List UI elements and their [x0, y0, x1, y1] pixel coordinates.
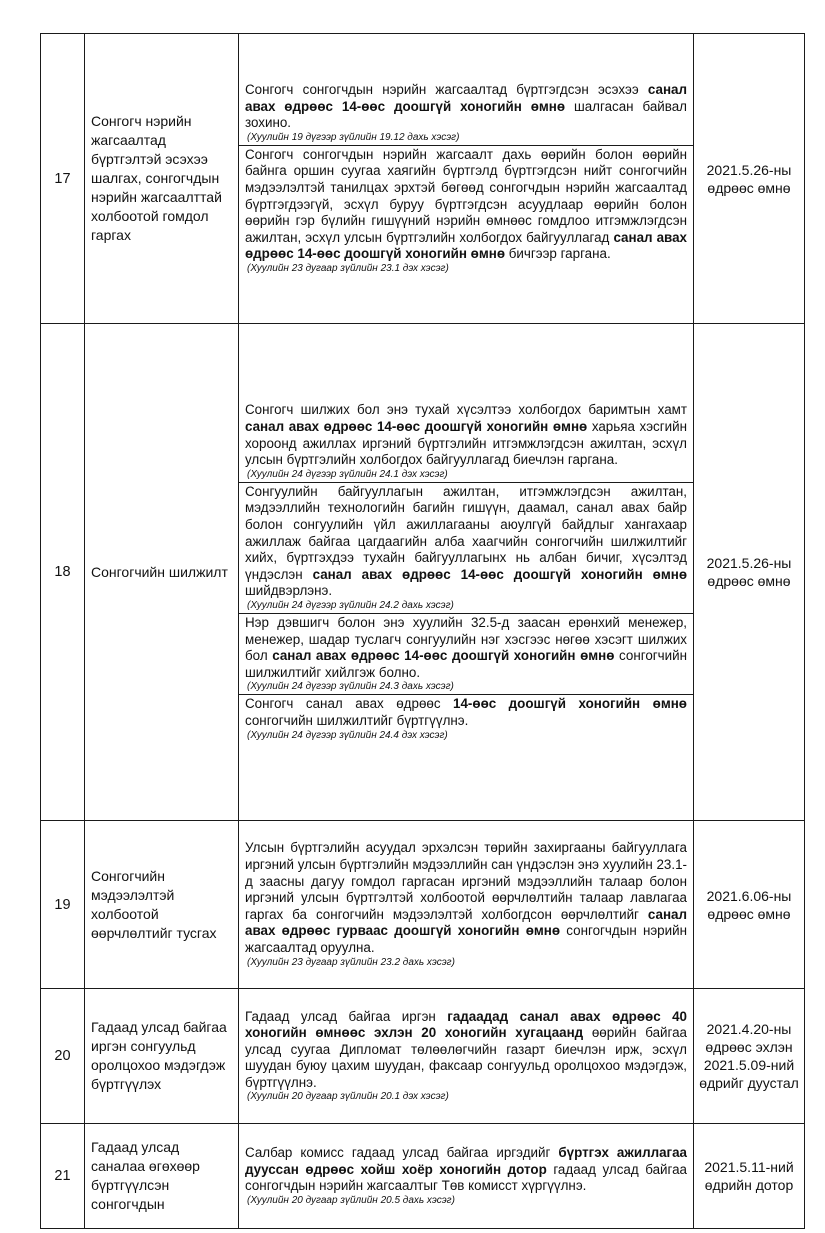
row-description — [239, 1124, 694, 1229]
clause-text-segment: гадаад улсад байгаа сонгогчдын нэрийн жагсаалтыг Төв комисст хүргүүлнэ. — [245, 1161, 688, 1194]
deadline-emphasis: санал авах өдрөөс 14-өөс доошгүй хоногийн өмнө — [245, 229, 687, 262]
law-clause — [239, 614, 693, 695]
row-title: Сонгогчийн мэдээлэлтэй холбоотой өөрчлөлтийг тусгах — [85, 821, 239, 989]
row-number: 18 — [41, 324, 85, 821]
clause-text-segment: сонгогчдын нэрийн жагсаалтад оруулна. — [245, 923, 687, 955]
law-clause — [239, 695, 693, 742]
deadline-emphasis: санал авах өдрөөс 14-өөс доошгүй хоногийн өмнө — [245, 82, 687, 114]
row-number: 21 — [41, 1124, 85, 1229]
clause-text-segment: Сонгогч санал авах өдрөөс — [245, 696, 454, 712]
clause-text — [245, 840, 687, 956]
clause-text-segment: Сонгуулийн байгууллагын ажилтан, итгэмжлэгдсэн ажилтан, мэдээллийн технологийн багийн гишүүн, даамал, санал авах байр болон сонгуулийн үйл ажиллагааны аюулгүй байдлыг хангахаар ажиллаж байгаа цагдаагийн алба хаагчийн сонгогчийн шилжилтийг хийх, бүртгэхдээ тухайн байгууллагынх нь албан бичиг, хүсэлтэд үндэслэн — [245, 483, 687, 582]
row-deadline: 2021.5.26-ны өдрөөс өмнө — [694, 324, 805, 821]
clause-text-segment: шалгасан байвал зохино. — [245, 98, 687, 131]
row-deadline: 2021.5.11-ний өдрийн дотор — [694, 1124, 805, 1229]
clause-text-segment: сонгогчийн шилжилтийг хийлгэж болно. — [245, 648, 687, 680]
row-number: 20 — [41, 989, 85, 1124]
clause-text — [245, 696, 687, 729]
table-row — [41, 34, 805, 324]
clause-text-segment: Улсын бүртгэлийн асуудал эрхэлсэн төрийн захиргааны байгууллага иргэний улсын бүртгэлийн мэдээллийн сан үндэслэн энэ хуулийн 23.1-д заасны дагуу гомдол гаргасан иргэний мэдээллийн талаар болон иргэний улсын бүртгэлтэй холбоотой өөрчлөлтийн талаар лавлагаа гаргах ба сонгогчийн мэдээлэлтэй холбогдсон өөрчлөлтийг — [245, 840, 687, 922]
clause-text-segment: сонгогчийн шилжилтийг бүртгүүлнэ. — [245, 712, 469, 728]
row-deadline: 2021.4.20-ны өдрөөс эхлэн 2021.5.09-ний өдрийг дуустал — [694, 989, 805, 1124]
table-row — [41, 1124, 805, 1229]
law-clause — [239, 839, 693, 969]
deadline-emphasis: гадаадад санал авах өдрөөс 40 хоногийн өмнөөс эхлэн 20 хоногийн хугацаанд — [245, 1008, 687, 1041]
row-description — [239, 324, 694, 821]
law-clause — [239, 401, 693, 482]
law-reference: (Хуулийн 23 дугаар зүйлийн 23.1 дэх хэсэг) — [247, 262, 449, 274]
table-row — [41, 989, 805, 1124]
row-title: Сонгогчийн шилжилт — [85, 324, 239, 821]
table-row — [41, 324, 805, 821]
election-schedule-table — [40, 33, 805, 1229]
law-clause — [239, 146, 693, 276]
law-clause — [239, 81, 693, 146]
clause-text-segment: Нэр дэвшигч болон энэ хуулийн 32.5-д заасан ерөнхий менежер, менежер, шадар туслагч сонгуулийн нэг хэсгээс нөгөө хэсэгт шилжих бол — [245, 614, 687, 664]
clause-text-segment: бичгээр гаргана. — [505, 246, 611, 262]
row-number: 17 — [41, 34, 85, 324]
clause-text — [245, 1009, 687, 1092]
row-title: Сонгогч нэрийн жагсаалтад бүртгэлтэй эсэхээ шалгах, сонгогчдын нэрийн жагсаалттай холбоотой гомдол гаргах — [85, 34, 239, 324]
schedule-body — [41, 34, 805, 1229]
law-reference: (Хуулийн 23 дугаар зүйлийн 23.2 дахь хэсэг) — [247, 956, 455, 968]
law-reference: (Хуулийн 24 дүгээр зүйлийн 24.2 дахь хэсэг) — [247, 599, 454, 611]
row-title: Гадаад улсад байгаа иргэн сонгуульд оролцохоо мэдэгдэж бүртгүүлэх — [85, 989, 239, 1124]
row-deadline: 2021.6.06-ны өдрөөс өмнө — [694, 821, 805, 989]
law-reference: (Хуулийн 19 дүгээр зүйлийн 19.12 дахь хэсэг) — [247, 131, 460, 143]
row-deadline: 2021.5.26-ны өдрөөс өмнө — [694, 34, 805, 324]
row-description — [239, 989, 694, 1124]
row-description — [239, 821, 694, 989]
deadline-emphasis: санал авах өдрөөс 14-өөс доошгүй хоногийн өмнө — [272, 648, 615, 664]
law-clause — [239, 1144, 693, 1208]
clause-text-segment: Сонгогч сонгогчдын нэрийн жагсаалт дахь өөрийн болон өөрийн байнга оршин суугаа хаягийн бүртгэлд бүртгэгдсэн нийт сонгогчийн мэдээлэлтэй танилцах эрхтэй бөгөөд сонгогчдын нэрийн жагсаалтад бүртгэгдээгүй, эсхүл буруу бүртгэгдсэн асуудлаар өөрийн болон өөрийн гэр бүлийн гишүүний нэрийн өмнөөс гомдлоо итгэмжлэгдсэн ажилтан, эсхүл улсын бүртгэлийн холбогдох байгууллагад — [245, 146, 687, 245]
clause-text-segment: Салбар комисс гадаад улсад байгаа иргэдийг — [245, 1145, 559, 1161]
clause-text-segment: өөрийн байгаа улсад суугаа Дипломат төлөөлөгчийн газарт биечлэн ирж, эсхүл шуудан буюу цахим шуудан, факсаар сонгуульд оролцохоо мэдэгдэж, бүртгүүлнэ. — [245, 1025, 687, 1090]
law-reference: (Хуулийн 24 дүгээр зүйлийн 24.4 дэх хэсэг) — [247, 729, 448, 741]
clause-text — [245, 1145, 687, 1195]
law-reference: (Хуулийн 20 дугаар зүйлийн 20.5 дахь хэсэг) — [247, 1194, 455, 1206]
clause-text — [245, 484, 687, 600]
deadline-emphasis: санал авах өдрөөс 14-өөс доошгүй хоногийн өмнө — [245, 419, 588, 435]
law-clause — [239, 483, 693, 614]
clause-text — [245, 82, 687, 132]
deadline-emphasis: санал авах өдрөөс гурваас доошгүй хоногийн өмнө — [245, 906, 687, 939]
clause-text-segment: Сонгогч сонгогчдын нэрийн жагсаалтад бүртгэгдсэн эсэхээ — [245, 82, 648, 98]
law-clause — [239, 1008, 693, 1105]
row-description — [239, 34, 694, 324]
table-row — [41, 821, 805, 989]
clause-text-segment: Сонгогч шилжих бол энэ тухай хүсэлтээ холбогдох баримтын хамт — [245, 402, 687, 418]
clause-text-segment: харьяа хэсгийн хороонд ажиллах иргэний бүртгэлийн итгэмжлэгдсэн ажилтан, эсхүл улсын бүртгэлийн холбогдох байгууллагад биечлэн гаргана. — [245, 419, 687, 468]
clause-text-segment: Гадаад улсад байгаа иргэн — [245, 1008, 448, 1024]
clause-text — [245, 147, 687, 263]
law-reference: (Хуулийн 24 дүгээр зүйлийн 24.3 дахь хэсэг) — [247, 681, 454, 693]
deadline-emphasis: санал авах өдрөөс 14-өөс доошгүй хоногийн өмнө — [312, 566, 688, 582]
deadline-emphasis: бүртгэх ажиллагаа дууссан өдрөөс хойш хоёр хоногийн дотор — [245, 1145, 687, 1177]
clause-text — [245, 615, 687, 681]
law-reference: (Хуулийн 20 дугаар зүйлийн 20.1 дэх хэсэг) — [247, 1091, 449, 1103]
row-title: Гадаад улсад саналаа өгөхөөр бүртгүүлсэн сонгогчдын — [85, 1124, 239, 1229]
clause-text — [245, 402, 687, 468]
law-reference: (Хуулийн 24 дүгээр зүйлийн 24.1 дэх хэсэг) — [247, 468, 448, 480]
deadline-emphasis: 14-өөс доошгүй хоногийн өмнө — [453, 696, 687, 712]
clause-text-segment: шийдвэрлэнэ. — [245, 583, 333, 599]
row-number: 19 — [41, 821, 85, 989]
